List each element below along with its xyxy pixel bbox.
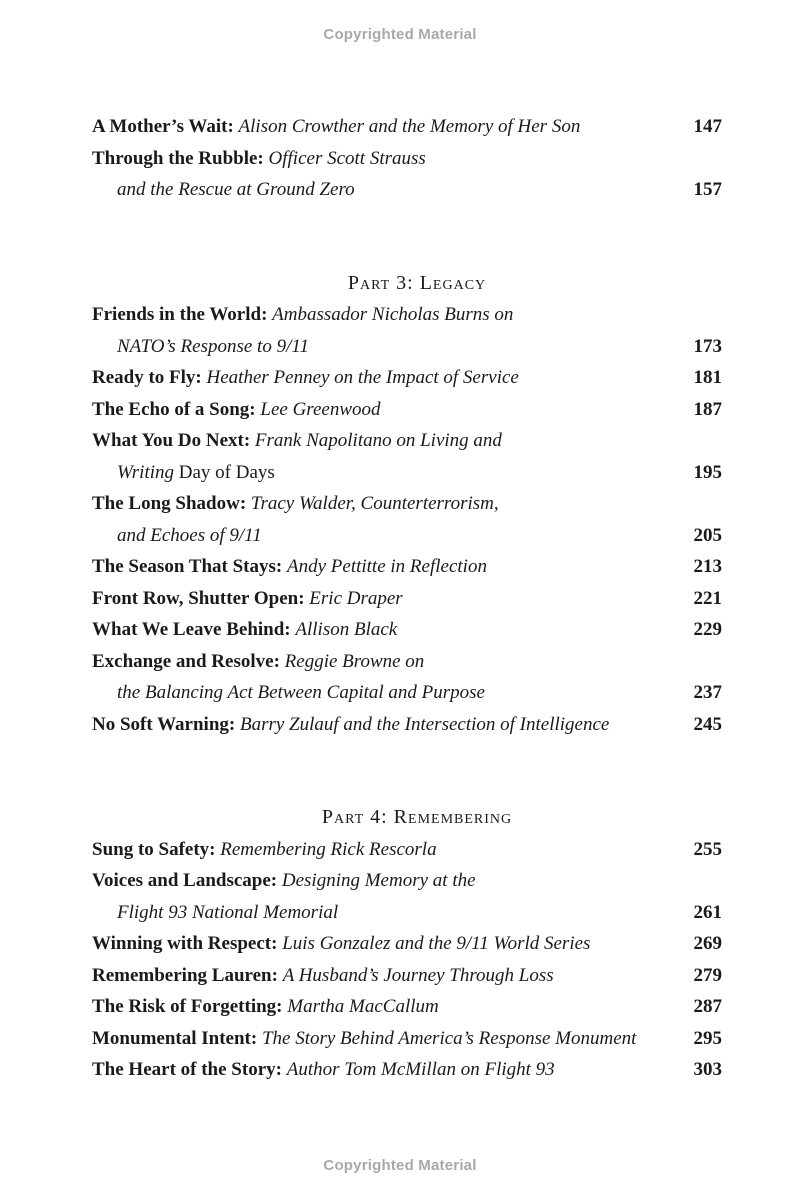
entry-title: Through the Rubble:	[92, 147, 264, 169]
entry-subtitle: Martha MacCallum	[287, 996, 439, 1017]
page-number: 269	[693, 933, 722, 954]
entry-title: Exchange and Resolve:	[92, 650, 280, 672]
page-number: 173	[693, 335, 722, 357]
toc-entry[interactable]	[92, 960, 722, 992]
toc-entry[interactable]	[92, 425, 722, 488]
page-number: 157	[693, 179, 722, 200]
entry-title: The Heart of the Story:	[92, 1059, 282, 1080]
page-number: 237	[693, 682, 722, 703]
entry-title: Friends in the World:	[92, 304, 268, 325]
toc-entry[interactable]	[92, 111, 722, 143]
toc-entry[interactable]	[92, 1023, 722, 1055]
toc-entry[interactable]	[92, 834, 722, 866]
entry-title: The Season That Stays:	[92, 556, 283, 577]
entry-subtitle: Reggie Browne on	[284, 650, 425, 672]
entry-title: Monumental Intent:	[92, 1027, 258, 1049]
page-number: 187	[693, 398, 722, 420]
toc-entry[interactable]	[92, 488, 722, 551]
toc-entry[interactable]	[92, 991, 722, 1023]
copyright-watermark-top: Copyrighted Material	[323, 26, 477, 43]
entry-subtitle-cont: and the Rescue at Ground Zero	[117, 179, 355, 200]
page-number: 295	[693, 1027, 722, 1049]
entry-subtitle: Alison Crowther and the Memory of Her Son	[238, 116, 581, 137]
entry-subtitle: Officer Scott Strauss	[268, 147, 426, 169]
page-number: 261	[693, 901, 722, 923]
entry-subtitle: Lee Greenwood	[260, 398, 381, 420]
entry-subtitle: Designing Memory at the	[281, 870, 476, 891]
book-title-plain: Day of Days	[174, 461, 275, 483]
entry-subtitle-cont: Flight 93 National Memorial	[117, 901, 339, 923]
entry-title: Winning with Respect:	[92, 933, 278, 954]
page-number: 195	[693, 461, 722, 483]
entry-title: The Long Shadow:	[92, 493, 247, 514]
toc-entry[interactable]	[92, 646, 722, 709]
entry-title: What You Do Next:	[92, 430, 251, 451]
entry-subtitle: Eric Draper	[309, 587, 403, 609]
page-number: 205	[693, 524, 722, 546]
page-number: 147	[693, 116, 722, 137]
toc-entry[interactable]	[92, 865, 722, 928]
entry-subtitle: Tracy Walder, Counterterrorism,	[250, 493, 499, 514]
entry-title: What We Leave Behind:	[92, 619, 291, 640]
entry-title: The Echo of a Song:	[92, 398, 256, 420]
part-4-heading: Part 4: Remembering	[321, 806, 513, 828]
entry-title: Voices and Landscape:	[92, 870, 278, 891]
entry-title: Sung to Safety:	[92, 838, 216, 860]
page-number: 181	[693, 367, 722, 388]
page-number: 213	[693, 556, 722, 577]
toc-entry[interactable]	[92, 614, 722, 646]
toc-entry[interactable]	[92, 583, 722, 615]
entry-title: Ready to Fly:	[92, 367, 202, 388]
page-number: 229	[693, 619, 722, 640]
entry-subtitle: Andy Pettitte in Reflection	[286, 556, 487, 577]
entry-subtitle: Author Tom McMillan on Flight 93	[286, 1059, 555, 1080]
page-number: 287	[693, 996, 722, 1017]
entry-subtitle: The Story Behind America’s Response Monument	[261, 1027, 637, 1049]
entry-subtitle-cont: and Echoes of 9/11	[117, 524, 262, 546]
table-of-contents	[92, 111, 722, 1086]
page-number: 221	[693, 587, 722, 609]
entry-subtitle: Ambassador Nicholas Burns on	[272, 304, 514, 325]
copyright-watermark-bottom: Copyrighted Material	[323, 1157, 477, 1174]
page-number: 255	[693, 838, 722, 860]
part-3-heading: Part 3: Legacy	[347, 271, 487, 294]
entry-title: No Soft Warning:	[92, 713, 236, 735]
page-number: 303	[693, 1059, 722, 1080]
entry-subtitle-cont: the Balancing Act Between Capital and Purpose	[117, 682, 485, 703]
entry-subtitle: Barry Zulauf and the Intersection of Intelligence	[239, 713, 610, 735]
entry-subtitle: Frank Napolitano on Living and	[254, 430, 502, 451]
entry-subtitle-cont: NATO’s Response to 9/11	[117, 335, 309, 357]
entry-subtitle: Heather Penney on the Impact of Service	[206, 367, 519, 388]
toc-entry[interactable]	[92, 362, 722, 394]
entry-subtitle: Luis Gonzalez and the 9/11 World Series	[282, 933, 591, 954]
entry-subtitle: Allison Black	[295, 619, 398, 640]
entry-subtitle: Remembering Rick Rescorla	[220, 838, 437, 860]
entry-title: A Mother’s Wait:	[92, 116, 234, 137]
toc-entry[interactable]	[92, 299, 722, 362]
page-number: 279	[693, 964, 722, 986]
toc-entry[interactable]	[92, 709, 722, 741]
entry-subtitle-cont: Writing	[117, 461, 175, 483]
toc-entry[interactable]	[92, 928, 722, 960]
toc-entry[interactable]	[92, 551, 722, 583]
entry-title: Front Row, Shutter Open:	[92, 587, 305, 609]
page-number: 245	[693, 713, 722, 735]
entry-title: Remembering Lauren:	[92, 964, 278, 986]
toc-entry[interactable]	[92, 1054, 722, 1086]
entry-title: The Risk of Forgetting:	[92, 996, 283, 1017]
entry-subtitle: A Husband’s Journey Through Loss	[282, 964, 554, 986]
toc-entry[interactable]	[92, 143, 722, 206]
toc-entry[interactable]	[92, 394, 722, 426]
